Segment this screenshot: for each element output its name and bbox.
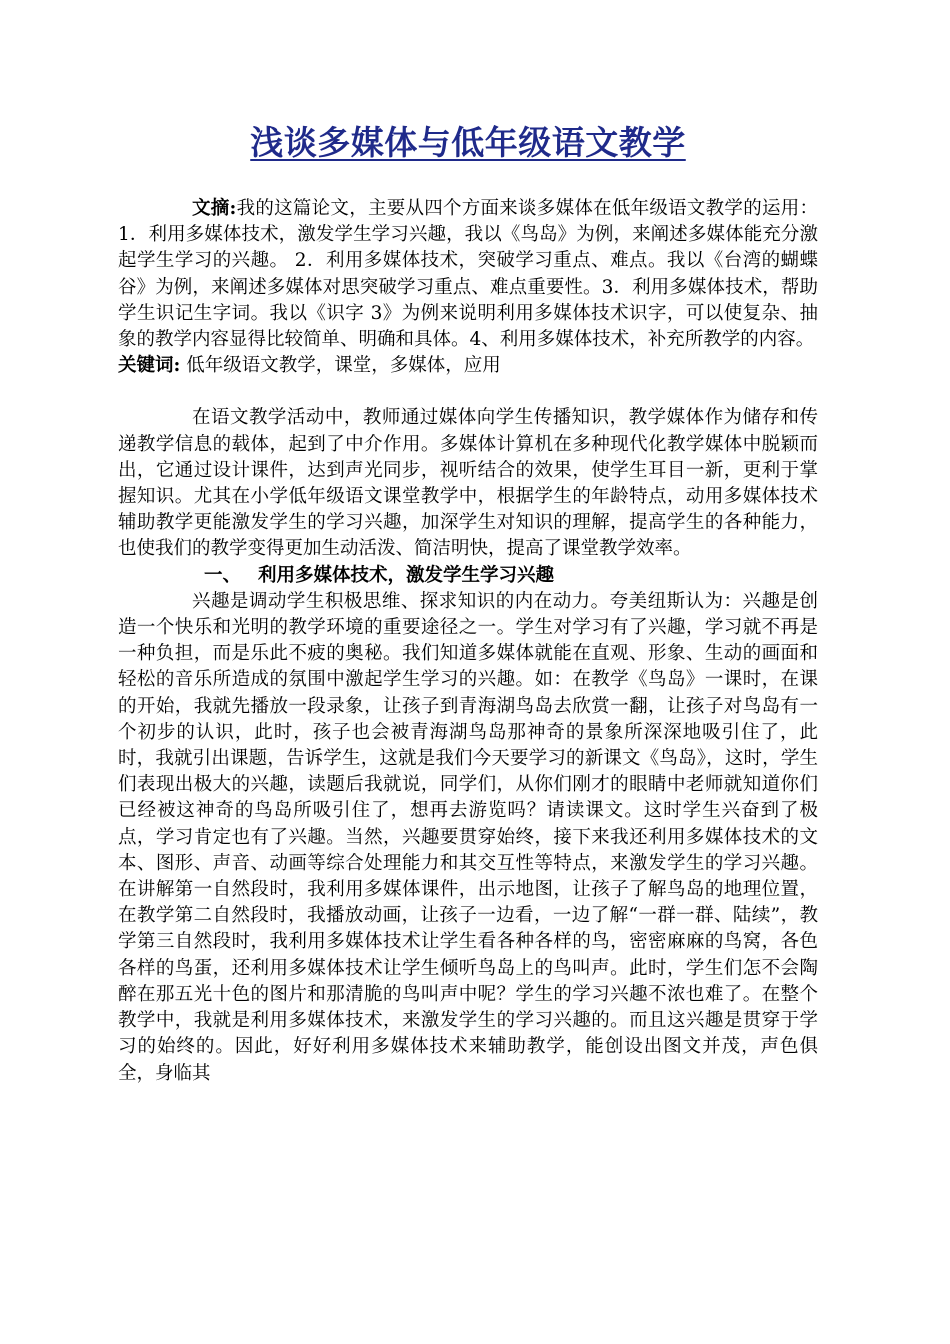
keywords-text: 低年级语文教学，课堂，多媒体，应用 [186,355,501,377]
abstract-text: 我的这篇论文，主要从四个方面来谈多媒体在低年级语文教学的运用：1．利用多媒体技术，激发学生学习兴趣，我以《鸟岛》为例，来阐述多媒体能充分激起学生学习的兴趣。 2．利用多媒体技术，突破学习重点、难点。我以《台湾的蝴蝶谷》为例，来阐述多媒体对思突破学习重点、难点重要性。3．利用多媒体技术，帮助学生识记生字词。我以《识字 3》为例来说明利用多媒体技术识字，可以使复杂、抽象的教学内容显得比较简单、明确和具体。4、利用多媒体技术，补充所教学的内容。 [118,198,818,351]
keywords-label: 关键词: [118,355,181,377]
abstract-paragraph [118,196,818,353]
intro-paragraph: 在语文教学活动中，教师通过媒体向学生传播知识，教学媒体作为储存和传递教学信息的载体，起到了中介作用。多媒体计算机在多种现代化教学媒体中脱颖而出，它通过设计课件，达到声光同步，视听结合的效果，使学生耳目一新，更利于掌握知识。尤其在小学低年级语文课堂教学中，根据学生的年龄特点，动用多媒体技术辅助教学更能激发学生的学习兴趣，加深学生对知识的理解，提高学生的各种能力，也使我们的教学变得更加生动活泼、简洁明快，提高了课堂教学效率。 [118,407,818,560]
document-page [118,120,818,1087]
section-number: 一、 [204,564,242,586]
document-title: 浅谈多媒体与低年级语文教学 [250,123,686,162]
blank-line [118,379,818,405]
section-body: 兴趣是调动学生积极思维、探求知识的内在动力。夸美纽斯认为：兴趣是创造一个快乐和光明的教学环境的重要途径之一。学生对学习有了兴趣，学习就不再是一种负担，而是乐此不疲的奥秘。我们知道多媒体就能在直观、形象、生动的画面和轻松的音乐所造成的氛围中激起学生学习的兴趣。如：在教学《鸟岛》一课时，在课的开始，我就先播放一段录象，让孩子到青海湖鸟岛去欣赏一翻，让孩子对鸟岛有一个初步的认识，此时，孩子也会被青海湖鸟岛那神奇的景象所深深地吸引住了，此时，我就引出课题，告诉学生，这就是我们今天要学习的新课文《鸟岛》，这时，学生们表现出极大的兴趣，读题后我就说，同学们，从你们刚才的眼睛中老师就知道你们已经被这神奇的鸟岛所吸引住了，想再去游览吗？请读课文。这时学生兴奋到了极点，学习肯定也有了兴趣。当然，兴趣要贯穿始终，接下来我还利用多媒体技术的文本、图形、声音、动画等综合处理能力和其交互性等特点，来激发学生的学习兴趣。在讲解第一自然段时，我利用多媒体课件，出示地图，让孩子了解鸟岛的地理位置，在教学第二自然段时，我播放动画，让孩子一边看，一边了解“一群一群、陆续”，教学第三自然段时，我利用多媒体技术让学生看各种各样的鸟，密密麻麻的鸟窝，各色各样的鸟蛋，还利用多媒体技术让学生倾听鸟岛上的鸟叫声。此时，学生们怎不会陶醉在那五光十色的图片和那清脆的鸟叫声中呢？学生的学习兴趣不浓也难了。在整个教学中，我就是利用多媒体技术，来激发学生的学习兴趣的。而且这兴趣是贯穿于学习的始终的。因此，好好利用多媒体技术来辅助教学，能创设出图文并茂，声色俱全，身临其 [118,590,818,1084]
abstract-label: 文摘: [192,198,237,219]
keywords-line [118,353,818,379]
section-title: 利用多媒体技术，激发学生学习兴趣 [258,564,555,586]
section-heading [118,563,818,589]
